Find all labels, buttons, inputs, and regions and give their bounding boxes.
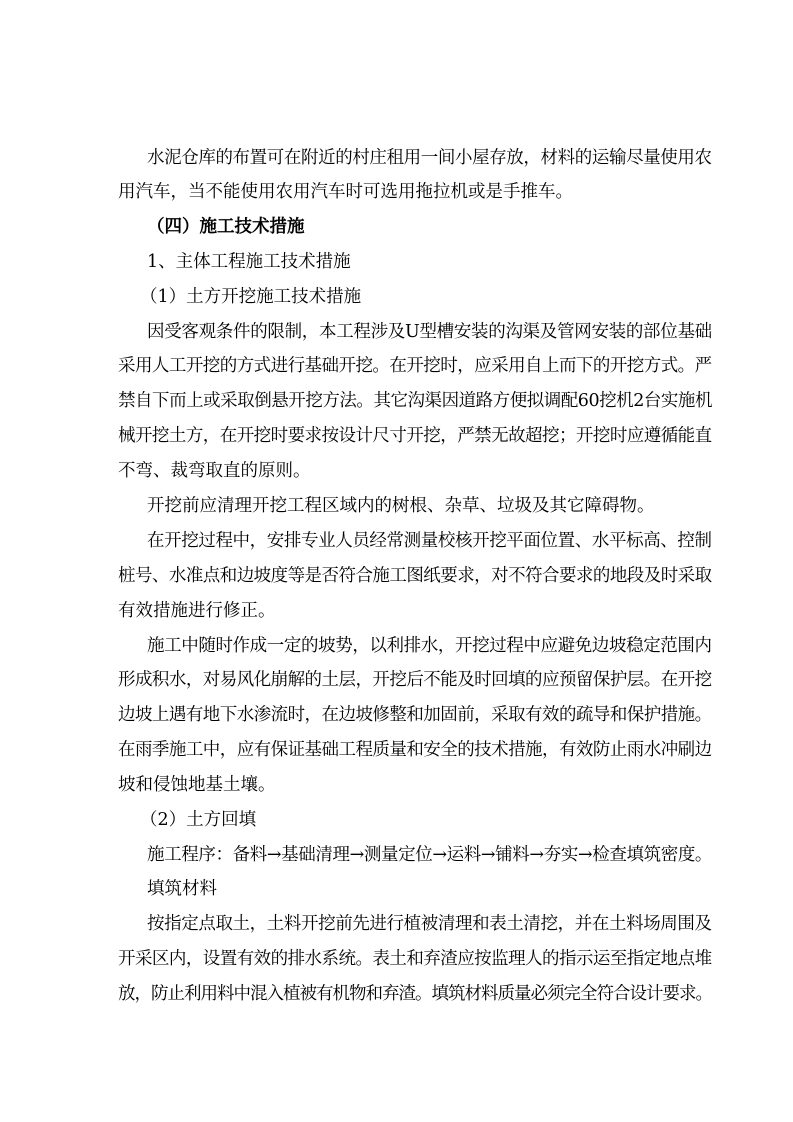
paragraph-line: 施工中随时作成一定的坡势，以利排水，开挖过程中应避免边坡稳定范围内 — [147, 636, 712, 656]
paragraph-line: 放，防止利用料中混入植被有机物和弃渣。填筑材料质量必须完全符合设计要求。 — [118, 984, 712, 1004]
paragraph-line: 形成积水，对易风化崩解的土层，开挖后不能及时回填的应预留保护层。在开挖 — [118, 670, 712, 690]
paragraph-line: 有效措施进行修正。 — [118, 601, 276, 621]
paragraph-line: 不弯、裁弯取直的原则。 — [118, 461, 311, 481]
subsubsection-heading: （2）土方回填 — [140, 810, 257, 830]
paragraph-line: 按指定点取土，土料开挖前先进行植被清理和表土清挖，并在土料场周围及 — [147, 914, 712, 934]
paragraph-line: 采用人工开挖的方式进行基础开挖。在开挖时，应采用自上而下的开挖方式。严 — [118, 356, 712, 376]
paragraph-line: 开挖前应清理开挖工程区域内的树根、杂草、垃圾及其它障碍物。 — [147, 496, 655, 516]
paragraph-line: 禁自下而上或采取倒悬开挖方法。其它沟渠因道路方便拟调配60挖机2台实施机 — [118, 391, 712, 411]
paragraph-line: 桩号、水准点和边坡度等是否符合施工图纸要求，对不符合要求的地段及时采取 — [118, 566, 712, 586]
paragraph-line: 边坡上遇有地下水渗流时，在边坡修整和加固前，采取有效的疏导和保护措施。 — [118, 705, 712, 725]
paragraph-line: 施工程序：备料→基础清理→测量定位→运料→铺料→夯实→检查填筑密度。 — [147, 845, 713, 865]
paragraph-line: 在雨季施工中，应有保证基础工程质量和安全的技术措施，有效防止雨水冲刷边 — [118, 740, 712, 760]
paragraph-line: 因受客观条件的限制，本工程涉及U型槽安装的沟渠及管网安装的部位基础 — [147, 322, 712, 342]
paragraph-line: 水泥仓库的布置可在附近的村庄租用一间小屋存放，材料的运输尽量使用农 — [147, 148, 712, 168]
paragraph-line: 在开挖过程中，安排专业人员经常测量校核开挖平面位置、水平标高、控制 — [147, 531, 712, 551]
section-heading: （四）施工技术措施 — [147, 217, 305, 237]
paragraph-line: 填筑材料 — [147, 879, 217, 899]
paragraph-line: 械开挖土方，在开挖时要求按设计尺寸开挖，严禁无故超挖；开挖时应遵循能直 — [118, 426, 712, 446]
paragraph-line: 坡和侵蚀地基土壤。 — [118, 775, 276, 795]
paragraph-line: 用汽车，当不能使用农用汽车时可选用拖拉机或是手推车。 — [118, 182, 573, 202]
paragraph-line: 开采区内，设置有效的排水系统。表土和弃渣应按监理人的指示运至指定地点堆 — [118, 949, 712, 969]
subsubsection-heading: （1）土方开挖施工技术措施 — [140, 287, 362, 307]
subsection-heading: 1、主体工程施工技术措施 — [147, 252, 351, 272]
